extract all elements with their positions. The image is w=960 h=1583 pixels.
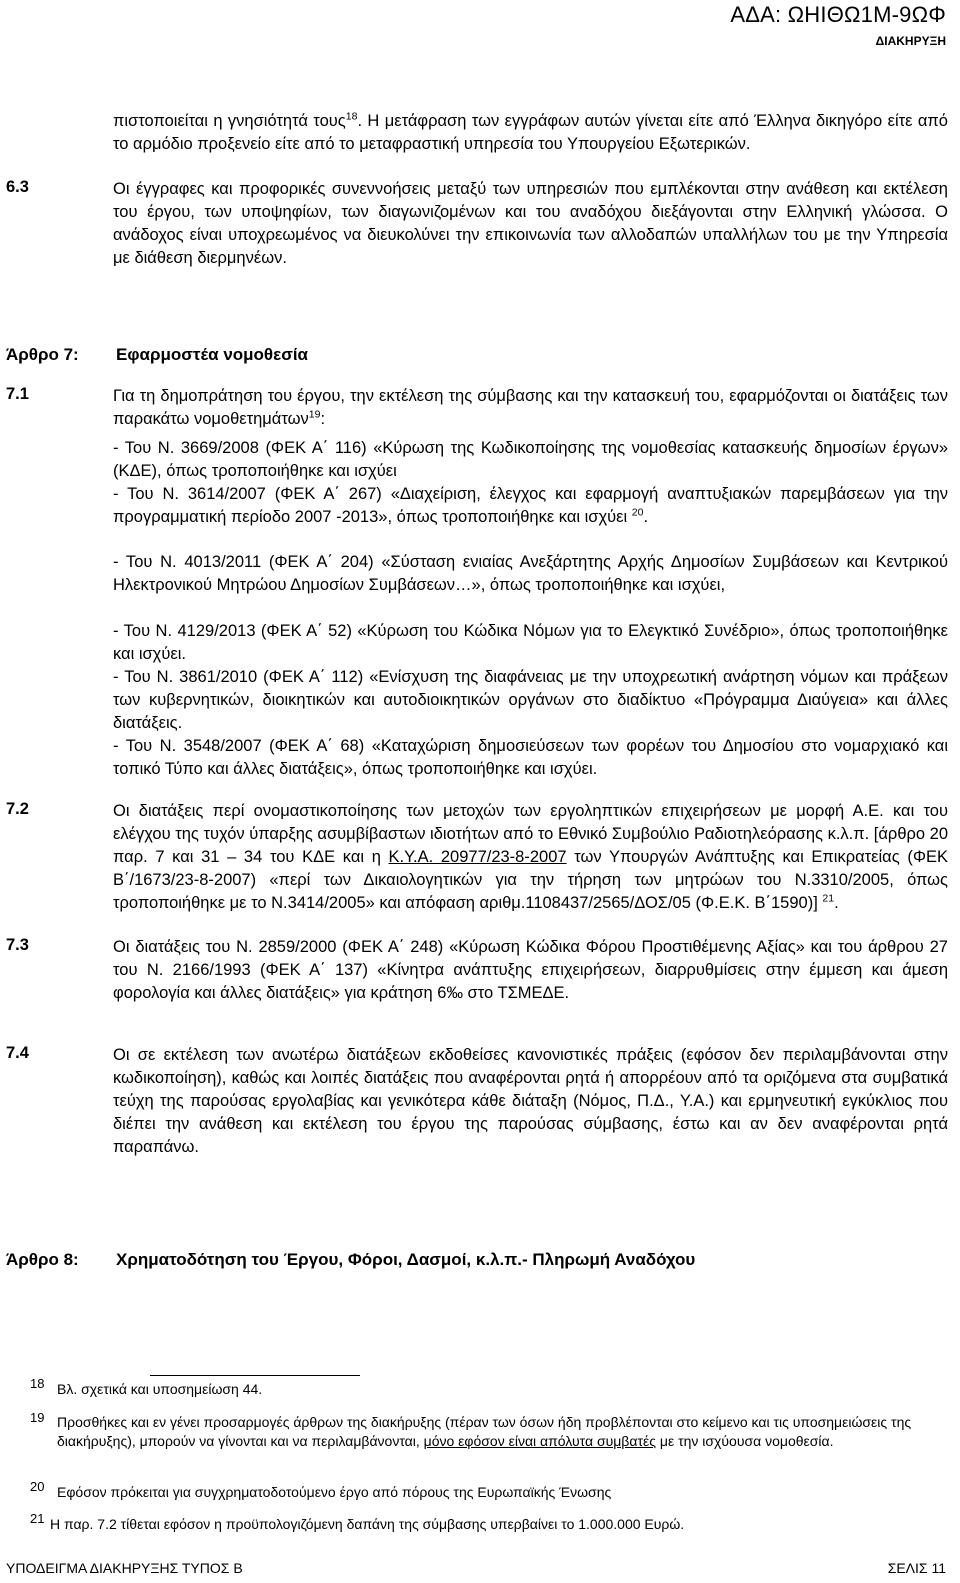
law-item-3861: - Του Ν. 3861/2010 (ΦΕΚ Α΄ 112) «Ενίσχυση της διαφάνειας με την υποχρεωτική ανάρτηση νόμων και πράξεων των κυβερνητικών, διοικητικών και αυτοδιοικητικών οργάνων στο διαδίκτυο «Πρόγραμμα Διαύγεια» και άλλες διατάξεις. bbox=[113, 668, 948, 732]
ada-code: ΑΔΑ: ΩΗΙΘΩ1Μ-9ΩΦ bbox=[730, 2, 946, 27]
law-item-3614 bbox=[113, 483, 948, 529]
footnote-number-20: 20 bbox=[30, 1479, 45, 1494]
section-7-2-body-cont: των Υπουργών Ανάπτυξης και Επικρατείας (ΦΕΚ Β΄/1673/23-8-2007) «περί των Δικαιολογητικών για την τήρηση των μητρώων του Ν.3310/2005, όπως τροποποιήθηκε με το Ν.3414/2005» και απόφαση αριθμ.1108437/2565/ΔΟΣ/05 (Φ.Ε.Κ. Β΄1590)] bbox=[113, 848, 948, 912]
intro-text: πιστοποιείται η γνησιότητά τους bbox=[113, 112, 346, 130]
section-number-7-3: 7.3 bbox=[6, 936, 29, 954]
footer-document-title: ΥΠΟΔΕΙΓΜΑ ΔΙΑΚΗΡΥΞΗΣ ΤΥΠΟΣ Β bbox=[6, 1560, 243, 1576]
intro-text-cont: . Η μετάφραση των εγγράφων αυτών γίνεται είτε από Έλληνα δικηγόρο είτε από το αρμόδιο προξενείο είτε από το μεταφραστική υπηρεσία του Υπουργείου Εξωτερικών. bbox=[113, 112, 948, 153]
footnote-19-text: Προσθήκες και εν γένει προσαρμογές άρθρων της διακήρυξης (πέραν των όσων ήδη προβλέπονται στο κείμενο και τις υποσημειώσεις της διακήρυξης), μπορούν να γίνονται και να περιλαμβάνονται, bbox=[57, 1414, 912, 1449]
footnote-ref-21: 21 bbox=[822, 892, 835, 905]
footnote-number-21: 21 bbox=[30, 1511, 45, 1526]
section-7-3-text: Οι διατάξεις του Ν. 2859/2000 (ΦΕΚ Α΄ 248) «Κύρωση Κώδικα Φόρου Προστιθέμενης Αξίας» και του άρθρου 27 του Ν. 2166/1993 (ΦΕΚ Α΄ 137) «Κίνητρα ανάπτυξης επιχειρήσεων, διαρρυθμίσεις στην έμμεση και άμεση φορολογία και άλλες διατάξεις» για κράτηση 6‰ στο ΤΣΜΕΔΕ. bbox=[113, 938, 948, 1002]
section-number-7-4: 7.4 bbox=[6, 1044, 29, 1062]
footer-page-number: ΣΕΛΙΣ 11 bbox=[887, 1560, 946, 1576]
law-item-3614-text: - Του Ν. 3614/2007 (ΦΕΚ Α΄ 267) «Διαχείριση, έλεγχος και εφαρμογή αναπτυξιακών παρεμβάσεων για την προγραμματική περίοδο 2007 -2013», όπως τροποποιήθηκε και ισχύει bbox=[113, 485, 948, 526]
footnote-20: Εφόσον πρόκειται για συγχρηματοδοτούμενο έργο από πόρους της Ευρωπαϊκής Ένωσης bbox=[57, 1484, 612, 1500]
footnote-19 bbox=[57, 1413, 947, 1451]
document-type-label: ΔΙΑΚΗΡΥΞΗ bbox=[875, 34, 946, 48]
section-7-2-end: . bbox=[834, 894, 839, 912]
section-7-1-text bbox=[113, 385, 948, 431]
section-7-4-text: Οι σε εκτέλεση των ανωτέρω διατάξεων εκδοθείσες κανονιστικές πράξεις (εφόσον δεν περιλαμβάνονται στην κωδικοποίηση), καθώς και λοιπές διατάξεις που αναφέρονται ρητά ή απορρέουν από τα οριζόμενα στα συμβατικά τεύχη της παρούσας εργολαβίας και γενικότερα κάθε διάταξη (Νόμος, Π.Δ., Υ.Α.) και ερμηνευτική εγκύκλιος που διέπει την ανάθεση και εκτέλεση του έργου της παρούσας σύμβασης, έστω και αν δεν αναφέρονται ρητά παραπάνω. bbox=[113, 1046, 948, 1156]
section-number-7-2: 7.2 bbox=[6, 800, 29, 818]
footnote-number-18: 18 bbox=[30, 1376, 45, 1391]
section-7-2-body: Οι διατάξεις περί ονομαστικοποίησης των μετοχών των εργοληπτικών επιχειρήσεων με μορφή Α.Ε. και του ελέγχου της τυχόν ύπαρξης ασυμβίβαστων ιδιοτήτων από το Εθνικό Συμβούλιο Ραδιοτηλεόρασης κ.λ.π. [άρθρο 20 παρ. 7 και 31 – 34 του ΚΔΕ και η bbox=[113, 802, 948, 866]
article-7-label: Άρθρο 7: bbox=[6, 345, 79, 364]
footnote-ref-18: 18 bbox=[345, 110, 358, 123]
section-number-6-3: 6.3 bbox=[6, 178, 29, 196]
section-6-3-text: Οι έγγραφες και προφορικές συνεννοήσεις μεταξύ των υπηρεσιών που εμπλέκονται στην ανάθεση και εκτέλεση του έργου, των υποψηφίων, των διαγωνιζομένων και του αναδόχου διεξάγονται στην Ελληνική γλώσσα. Ο ανάδοχος είναι υποχρεωμένος να διευκολύνει την επικοινωνία των αλλοδαπών υπαλλήλων του με την Υπηρεσία με διάθεση διερμηνέων. bbox=[113, 180, 948, 267]
kya-reference: Κ.Υ.Α. 20977/23-8-2007 bbox=[388, 848, 567, 866]
section-7-2-text bbox=[113, 800, 948, 915]
article-8-label: Άρθρο 8: bbox=[6, 1250, 79, 1269]
law-item-4129: - Του Ν. 4129/2013 (ΦΕΚ Α΄ 52) «Κύρωση του Κώδικα Νόμων για το Ελεγκτικό Συνέδριο», όπως τροποποιήθηκε και ισχύει. bbox=[113, 622, 948, 663]
law-item-4013: - Του Ν. 4013/2011 (ΦΕΚ Α΄ 204) «Σύσταση ενιαίας Ανεξάρτητης Αρχής Δημοσίων Συμβάσεων και Κεντρικού Ηλεκτρονικού Μητρώου Δημοσίων Συμβάσεων…», όπως τροποποιήθηκε και ισχύει, bbox=[113, 553, 948, 594]
law-item-3548: - Του Ν. 3548/2007 (ΦΕΚ Α΄ 68) «Καταχώριση δημοσιεύσεων των φορέων του Δημοσίου στο νομαρχιακό και τοπικό Τύπο και άλλες διατάξεις», όπως τροποποιήθηκε και ισχύει. bbox=[113, 737, 948, 778]
footnote-number-19: 19 bbox=[30, 1410, 45, 1425]
footnote-19-end: με την ισχύουσα νομοθεσία. bbox=[655, 1433, 834, 1449]
article-7-title: Εφαρμοστέα νομοθεσία bbox=[116, 345, 308, 364]
footnote-separator bbox=[150, 1375, 360, 1376]
article-8-title: Χρηματοδότηση του Έργου, Φόροι, Δασμοί, κ.λ.π.- Πληρωμή Αναδόχου bbox=[116, 1250, 696, 1269]
law-item-3669: - Του Ν. 3669/2008 (ΦΕΚ Α΄ 116) «Κύρωση της Κωδικοποίησης της νομοθεσίας κατασκευής δημοσίων έργων» (ΚΔΕ), όπως τροποποιήθηκε και ισχύει bbox=[113, 439, 948, 480]
law-item-3614-end: . bbox=[643, 508, 649, 526]
footnote-ref-19: 19 bbox=[308, 408, 321, 421]
intro-paragraph bbox=[113, 110, 948, 156]
footnote-18: Βλ. σχετικά και υποσημείωση 44. bbox=[57, 1381, 263, 1397]
section-number-7-1: 7.1 bbox=[6, 385, 29, 403]
footnote-21: Η παρ. 7.2 τίθεται εφόσον η προϋπολογιζόμενη δαπάνη της σύμβασης υπερβαίνει το 1.000.000 Ευρώ. bbox=[50, 1516, 685, 1532]
footnote-ref-20: 20 bbox=[631, 506, 644, 519]
section-7-1-body: Για τη δημοπράτηση του έργου, την εκτέλεση της σύμβασης και την κατασκευή του, εφαρμόζονται οι διατάξεις των παρακάτω νομοθετημάτων bbox=[113, 387, 948, 428]
footnote-19-underlined: μόνο εφόσον είναι απόλυτα συμβατές bbox=[423, 1433, 656, 1449]
section-7-1-end: : bbox=[320, 410, 326, 428]
